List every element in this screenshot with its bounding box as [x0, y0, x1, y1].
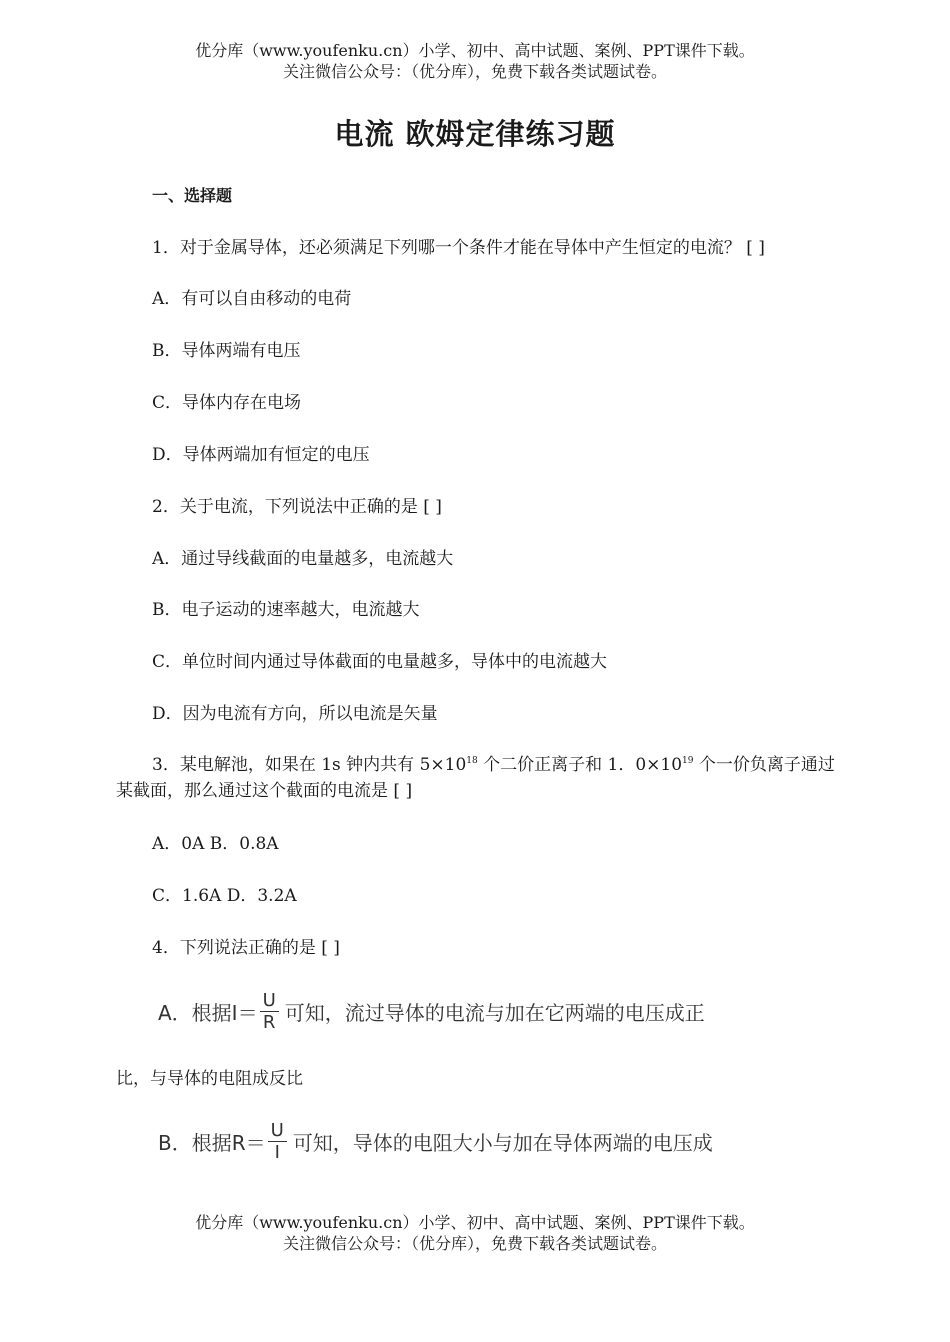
q2-option-a: A．通过导线截面的电量越多，电流越大: [152, 549, 454, 569]
q4-option-a-formula: [158, 985, 705, 1037]
q1-option-c: C．导体内存在电场: [152, 393, 302, 413]
q1-option-b: B．导体两端有电压: [152, 341, 301, 361]
footer-line-1: 优分库（www.youfenku.cn）小学、初中、高中试题、案例、PPT课件下载。: [195, 1213, 755, 1232]
footer-line-2: 关注微信公众号：（优分库），免费下载各类试题试卷。: [282, 1234, 667, 1253]
q4-option-b-formula: [158, 1115, 713, 1167]
section-heading: 一、选择题: [152, 186, 233, 205]
q1-option-a: A．有可以自由移动的电荷: [152, 289, 352, 309]
header-line-1: 优分库（www.youfenku.cn）小学、初中、高中试题、案例、PPT课件下载。: [195, 41, 755, 60]
q4-option-a-continued: 比，与导体的电阻成反比: [116, 1069, 303, 1089]
q3-exponent-1: 18: [466, 756, 478, 766]
q3-options-ab: A．0A B．0.8A: [152, 834, 279, 854]
q2-option-d: D．因为电流有方向，所以电流是矢量: [152, 704, 438, 724]
q1-option-d: D．导体两端加有恒定的电压: [152, 445, 370, 465]
q1-stem: 1．对于金属导体，还必须满足下列哪一个条件才能在导体中产生恒定的电流？ [ ]: [152, 238, 765, 258]
q2-stem: 2．关于电流，下列说法中正确的是 [ ]: [152, 497, 442, 517]
q3-options-cd: C．1.6A D．3.2A: [152, 886, 297, 906]
q4-a-prefix: A．根据I＝: [158, 1000, 258, 1025]
q3-stem-part-3: 个一价负离子通过某截面，那么通过这个截面的电流是 [ ]: [116, 755, 835, 801]
q4-b-suffix: 可知，导体的电阻大小与加在导体两端的电压成: [292, 1130, 713, 1155]
q2-option-b: B．电子运动的速率越大，电流越大: [152, 600, 420, 620]
q4-a-fraction: [260, 990, 279, 1033]
q4-b-denominator: I: [274, 1141, 280, 1163]
q3-exponent-2: 19: [682, 756, 694, 766]
q4-a-numerator: U: [260, 990, 279, 1012]
page-title: 电流 欧姆定律练习题: [334, 117, 616, 151]
q3-stem: [116, 752, 844, 804]
q4-b-numerator: U: [268, 1120, 287, 1142]
q3-stem-part-2: 个二价正离子和 1．0×10: [477, 755, 683, 775]
header-line-2: 关注微信公众号：（优分库），免费下载各类试题试卷。: [282, 62, 667, 81]
q4-a-denominator: R: [262, 1011, 276, 1033]
q4-a-suffix: 可知，流过导体的电流与加在它两端的电压成正: [284, 1000, 705, 1025]
q3-stem-part-1: 3．某电解池，如果在 1s 钟内共有 5×10: [152, 755, 467, 775]
q2-option-c: C．单位时间内通过导体截面的电量越多，导体中的电流越大: [152, 652, 608, 672]
q4-stem: 4．下列说法正确的是 [ ]: [152, 938, 340, 958]
q4-b-fraction: [268, 1120, 287, 1163]
q4-b-prefix: B．根据R＝: [158, 1130, 266, 1155]
